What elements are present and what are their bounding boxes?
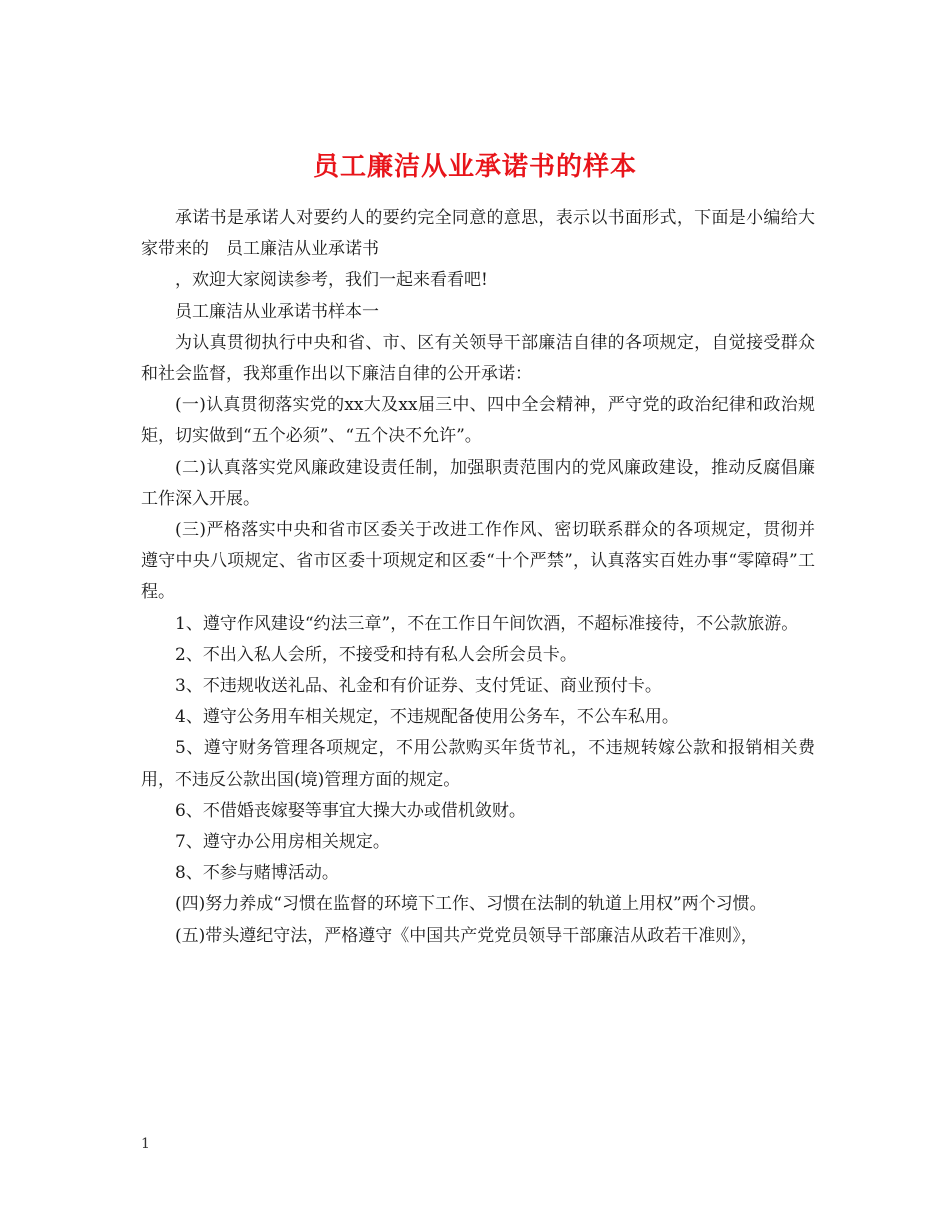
document-body: [141, 203, 815, 952]
section-heading-sample-one: 员工廉洁从业承诺书样本一: [175, 301, 379, 322]
list-item-3: 3、不违规收送礼品、礼金和有价证券、支付凭证、商业预付卡。: [175, 676, 662, 697]
paragraph-pledge-3: (三)严格落实中央和省市区委关于改进工作作风、密切联系群众的各项规定，贯彻并遵守中央八项规定、省市区委十项规定和区委“十个严禁”，认真落实百姓办事“零障碍”工程。: [141, 520, 815, 603]
paragraph-intro-continued: ，欢迎大家阅读参考，我们一起来看看吧!: [175, 270, 488, 291]
paragraph-pledge-4: (四)努力养成“习惯在监督的环境下工作、习惯在法制的轨道上用权”两个习惯。: [175, 894, 767, 915]
list-item-5: 5、遵守财务管理各项规定，不用公款购买年货节礼，不违规转嫁公款和报销相关费用，不违反公款出国(境)管理方面的规定。: [141, 738, 815, 790]
page-number: 1: [141, 1136, 150, 1152]
list-item-6: 6、不借婚丧嫁娶等事宜大操大办或借机敛财。: [175, 800, 526, 821]
paragraph-pledge-5: (五)带头遵纪守法，严格遵守《中国共产党党员领导干部廉洁从政若干准则》，: [175, 925, 758, 946]
paragraph-pledge-2: (二)认真落实党风廉政建设责任制，加强职责范围内的党风廉政建设，推动反腐倡廉工作深入开展。: [141, 457, 815, 509]
list-item-8: 8、不参与赌博活动。: [175, 863, 339, 884]
list-item-4: 4、遵守公务用车相关规定，不违规配备使用公务车，不公车私用。: [175, 707, 679, 728]
page-title: 员工廉洁从业承诺书的样本: [312, 152, 637, 183]
list-item-2: 2、不出入私人会所，不接受和持有私人会所会员卡。: [175, 644, 577, 665]
list-item-7: 7、遵守办公用房相关规定。: [175, 832, 390, 853]
paragraph-pledge-preamble: 为认真贯彻执行中央和省、市、区有关领导干部廉洁自律的各项规定，自觉接受群众和社会监督，我郑重作出以下廉洁自律的公开承诺：: [141, 332, 815, 385]
paragraph-pledge-1: (一)认真贯彻落实党的xx大及xx届三中、四中全会精神，严守党的政治纪律和政治规矩，切实做到“五个必须”、“五个决不允许”。: [141, 395, 815, 447]
paragraph-intro: 承诺书是承诺人对要约人的要约完全同意的意思，表示以书面形式，下面是小编给大家带来的 员工廉洁从业承诺书: [141, 208, 815, 260]
list-item-1: 1、遵守作风建设“约法三章”，不在工作日午间饮酒，不超标准接待，不公款旅游。: [175, 613, 799, 634]
